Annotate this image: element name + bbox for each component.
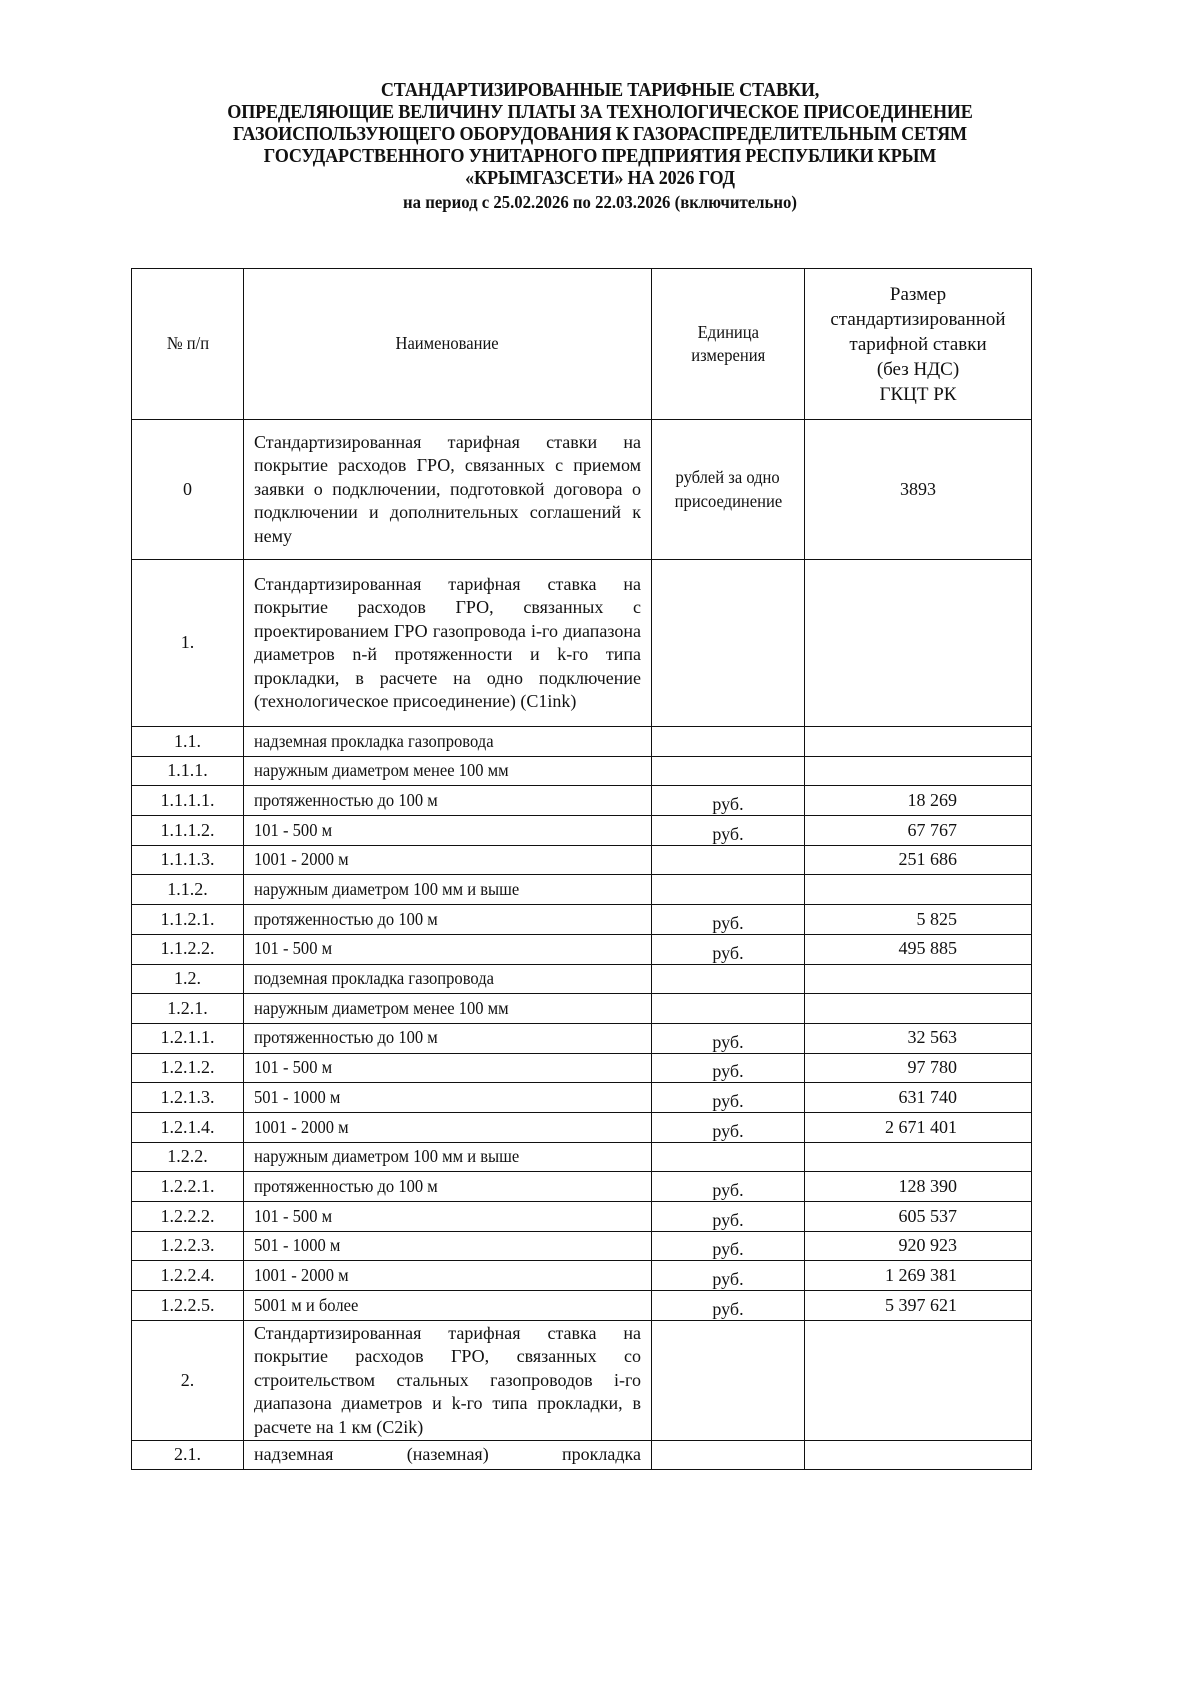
row-name: [244, 816, 652, 846]
row-name: Стандартизированная тарифная ставка на покрытие расходов ГРО, связанных со строительством стальных газопроводов i-го диапазона диаметров и k-го типа прокладки, в расчете на 1 км (C2ik): [244, 1320, 652, 1440]
row-number: 1.2.: [132, 964, 244, 994]
row-name: [244, 905, 652, 935]
row-number: 1.2.1.2.: [132, 1053, 244, 1083]
row-number: 1.2.1.: [132, 994, 244, 1024]
table-row: [132, 1172, 1032, 1202]
row-unit: руб.: [652, 1261, 805, 1291]
row-unit: [652, 875, 805, 905]
row-name: Стандартизированная тарифная ставка на покрытие расходов ГРО, связанных с проектированием ГРО газопровода i-го диапазона диаметров n-й протяженности и k-го типа прокладки, в расчете на одно подключение (технологическое присоединение) (C1ink): [244, 560, 652, 727]
header-rate-size: [805, 269, 1032, 420]
row-number: 1.2.1.3.: [132, 1083, 244, 1113]
row-name-text: надземная прокладка газопровода: [254, 730, 494, 751]
row-value: 251 686: [805, 845, 1032, 875]
table-row: [132, 845, 1032, 875]
table-row: [132, 875, 1032, 905]
row-number: 1.2.1.1.: [132, 1023, 244, 1053]
row-name: [244, 994, 652, 1024]
row-value: 3893: [805, 420, 1032, 560]
header-unit: [652, 269, 805, 420]
table-row: [132, 1320, 1032, 1440]
row-name: [244, 786, 652, 816]
row-name-text: протяженностью до 100 м: [254, 789, 438, 810]
row-number: 1.1.2.2.: [132, 934, 244, 964]
row-name-text: наружным диаметром менее 100 мм: [254, 997, 509, 1018]
row-number: 2.: [132, 1320, 244, 1440]
row-unit-line1: рублей за одно: [675, 467, 781, 487]
table-row: [132, 420, 1032, 560]
row-name-text: 101 - 500 м: [254, 819, 333, 840]
row-value: 32 563: [805, 1023, 1032, 1053]
row-name: [244, 1083, 652, 1113]
table-row: [132, 1202, 1032, 1232]
row-number: 1.1.2.: [132, 875, 244, 905]
row-value: [805, 875, 1032, 905]
document-title: [120, 80, 1080, 214]
header-unit-line1: Единица: [697, 321, 759, 342]
row-name: [244, 845, 652, 875]
row-value: 128 390: [805, 1172, 1032, 1202]
row-value: 605 537: [805, 1202, 1032, 1232]
table-header-row: [132, 269, 1032, 420]
row-name-text: наружным диаметром 100 мм и выше: [254, 879, 520, 900]
row-name-text: протяженностью до 100 м: [254, 1027, 438, 1048]
row-name: [244, 1023, 652, 1053]
title-line-1: СТАНДАРТИЗИРОВАННЫЕ ТАРИФНЫЕ СТАВКИ,: [380, 80, 820, 101]
row-unit: руб.: [652, 1112, 805, 1142]
table-row: [132, 964, 1032, 994]
row-unit: [652, 1320, 805, 1440]
table-row: [132, 1083, 1032, 1113]
row-number: 1.2.2.5.: [132, 1291, 244, 1321]
row-unit: руб.: [652, 1231, 805, 1261]
row-value: 5 825: [805, 905, 1032, 935]
table-row: [132, 1142, 1032, 1172]
table-row: [132, 1053, 1032, 1083]
row-unit: руб.: [652, 1291, 805, 1321]
row-number: 1.2.2.4.: [132, 1261, 244, 1291]
header-size-line2: стандартизированной: [830, 308, 1006, 330]
row-name: [244, 1112, 652, 1142]
row-unit: [652, 994, 805, 1024]
row-value: 2 671 401: [805, 1112, 1032, 1142]
row-name-text: протяженностью до 100 м: [254, 908, 438, 929]
row-number: 1.1.1.2.: [132, 816, 244, 846]
row-number: 1.1.1.1.: [132, 786, 244, 816]
row-unit: руб.: [652, 1172, 805, 1202]
row-unit: [652, 420, 805, 560]
tariff-table: [131, 268, 1032, 1470]
row-name: [244, 727, 652, 757]
header-number-label: № п/п: [166, 333, 209, 354]
row-value: 67 767: [805, 816, 1032, 846]
row-unit: руб.: [652, 1083, 805, 1113]
table-row: [132, 1231, 1032, 1261]
title-line-3: ГАЗОИСПОЛЬЗУЮЩЕГО ОБОРУДОВАНИЯ К ГАЗОРАСПРЕДЕЛИТЕЛЬНЫМ СЕТЯМ: [233, 124, 967, 145]
table-row: [132, 1112, 1032, 1142]
row-number: 1.2.1.4.: [132, 1112, 244, 1142]
row-value: 631 740: [805, 1083, 1032, 1113]
row-unit: [652, 560, 805, 727]
header-name: [244, 269, 652, 420]
row-name: [244, 1202, 652, 1232]
row-number: 1.: [132, 560, 244, 727]
row-number: 1.1.: [132, 727, 244, 757]
row-unit: [652, 727, 805, 757]
row-name-text: 5001 м и более: [254, 1294, 359, 1315]
row-name-text: 501 - 1000 м: [254, 1086, 341, 1107]
table-row: [132, 786, 1032, 816]
row-name-text: 101 - 500 м: [254, 938, 333, 959]
row-unit: [652, 845, 805, 875]
row-unit: [652, 964, 805, 994]
row-unit: [652, 1440, 805, 1470]
row-name: [244, 1231, 652, 1261]
row-unit: [652, 1142, 805, 1172]
table-row: [132, 1261, 1032, 1291]
row-value: 97 780: [805, 1053, 1032, 1083]
row-value: 1 269 381: [805, 1261, 1032, 1291]
row-value: [805, 756, 1032, 786]
row-value: [805, 994, 1032, 1024]
row-name-text: 1001 - 2000 м: [254, 1116, 349, 1137]
table-row: [132, 994, 1032, 1024]
row-name: [244, 1142, 652, 1172]
row-unit-line2: присоединение: [674, 490, 782, 511]
table-row: [132, 1291, 1032, 1321]
row-value: [805, 560, 1032, 727]
header-size-line3: тарифной ставки: [849, 333, 987, 355]
row-unit: руб.: [652, 816, 805, 846]
header-size-line1: Размер: [889, 283, 947, 305]
row-name: [244, 756, 652, 786]
row-number: 1.2.2.1.: [132, 1172, 244, 1202]
header-size-line5: ГКЦТ РК: [879, 383, 957, 405]
row-name-text: наружным диаметром менее 100 мм: [254, 760, 509, 781]
row-value: 920 923: [805, 1231, 1032, 1261]
row-number: 1.1.1.3.: [132, 845, 244, 875]
row-number: 0: [132, 420, 244, 560]
row-number: 1.2.2.2.: [132, 1202, 244, 1232]
row-unit: [652, 756, 805, 786]
row-number: 1.2.2.: [132, 1142, 244, 1172]
table-row: [132, 1440, 1032, 1470]
row-value: [805, 1440, 1032, 1470]
row-name: [244, 964, 652, 994]
row-unit: руб.: [652, 1053, 805, 1083]
row-value: [805, 1320, 1032, 1440]
row-name-text: 101 - 500 м: [254, 1205, 333, 1226]
row-value: 5 397 621: [805, 1291, 1032, 1321]
header-number: [132, 269, 244, 420]
row-value: [805, 1142, 1032, 1172]
row-name: [244, 1172, 652, 1202]
row-name: [244, 1053, 652, 1083]
table-row: [132, 905, 1032, 935]
row-unit: руб.: [652, 905, 805, 935]
row-unit: руб.: [652, 1023, 805, 1053]
table-row: [132, 934, 1032, 964]
period-subtitle: на период с 25.02.2026 по 22.03.2026 (включительно): [402, 192, 798, 212]
table-row: [132, 756, 1032, 786]
row-number: 1.2.2.3.: [132, 1231, 244, 1261]
row-name-text: подземная прокладка газопровода: [254, 968, 495, 989]
row-name: Стандартизированная тарифная ставки на покрытие расходов ГРО, связанных с приемом заявки о подключении, подготовкой договора о подключении и дополнительных соглашений к нему: [244, 420, 652, 560]
row-value: [805, 727, 1032, 757]
row-unit: руб.: [652, 786, 805, 816]
header-name-label: Наименование: [395, 333, 500, 354]
row-name: [244, 875, 652, 905]
row-name-text: 101 - 500 м: [254, 1057, 333, 1078]
row-value: [805, 964, 1032, 994]
title-line-4: ГОСУДАРСТВЕННОГО УНИТАРНОГО ПРЕДПРИЯТИЯ РЕСПУБЛИКИ КРЫМ: [263, 146, 937, 167]
row-number: 1.1.1.: [132, 756, 244, 786]
row-name: [244, 934, 652, 964]
table-row: [132, 560, 1032, 727]
row-name-text: наружным диаметром 100 мм и выше: [254, 1146, 520, 1167]
row-name: надземная (наземная) прокладка: [244, 1440, 652, 1470]
table-row: [132, 816, 1032, 846]
header-unit-line2: измерения: [691, 345, 765, 365]
row-name-text: 1001 - 2000 м: [254, 849, 349, 870]
table-row: [132, 1023, 1032, 1053]
table-row: [132, 727, 1032, 757]
row-value: 495 885: [805, 934, 1032, 964]
row-name-text: 1001 - 2000 м: [254, 1264, 349, 1285]
row-number: 2.1.: [132, 1440, 244, 1470]
row-unit: руб.: [652, 1202, 805, 1232]
row-name-text: 501 - 1000 м: [254, 1235, 341, 1256]
title-line-5: «КРЫМГАЗСЕТИ» НА 2026 ГОД: [465, 168, 735, 189]
row-name: [244, 1261, 652, 1291]
row-value: 18 269: [805, 786, 1032, 816]
header-size-line4: (без НДС): [876, 358, 960, 380]
row-name-text: протяженностью до 100 м: [254, 1175, 438, 1196]
row-name: [244, 1291, 652, 1321]
row-number: 1.1.2.1.: [132, 905, 244, 935]
title-line-2: ОПРЕДЕЛЯЮЩИЕ ВЕЛИЧИНУ ПЛАТЫ ЗА ТЕХНОЛОГИЧЕСКОЕ ПРИСОЕДИНЕНИЕ: [227, 102, 973, 123]
row-unit: руб.: [652, 934, 805, 964]
